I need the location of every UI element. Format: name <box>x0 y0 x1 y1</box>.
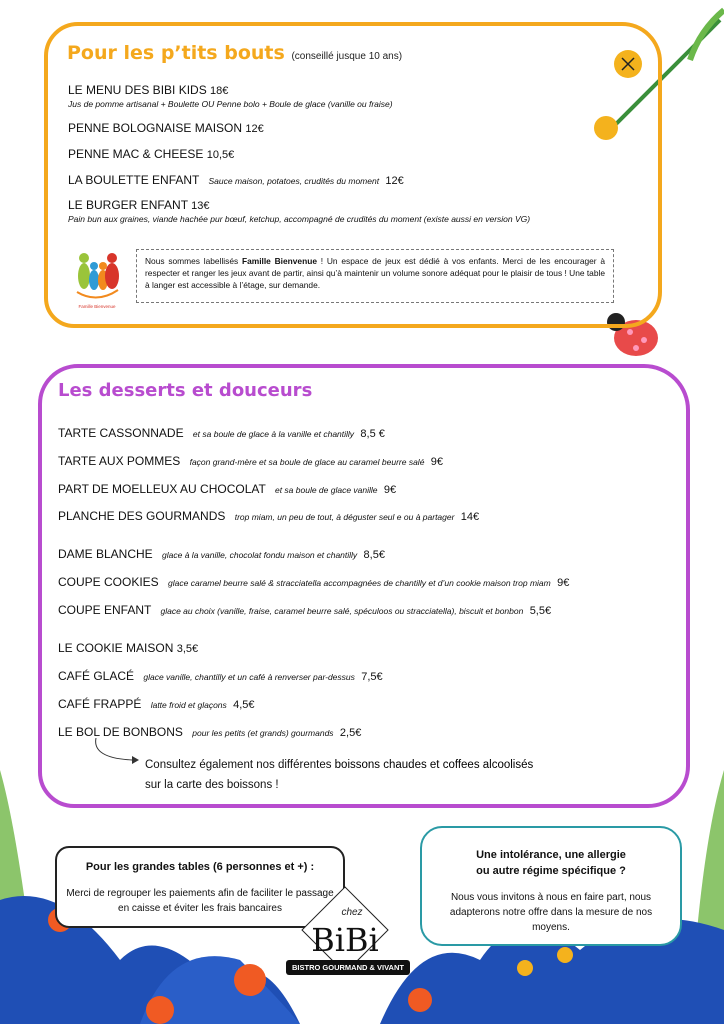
menu-item-description: et sa boule de glace à la vanille et chantilly <box>192 429 355 439</box>
menu-item <box>58 575 569 589</box>
arrow-icon <box>92 738 142 768</box>
svg-text:BiBi: BiBi <box>311 921 379 959</box>
kids-section-title <box>67 42 402 64</box>
menu-item-name: LA BOULETTE ENFANT <box>68 173 200 187</box>
menu-item <box>58 454 443 468</box>
brand-tagline: BISTRO GOURMAND & VIVANT <box>286 960 410 975</box>
menu-item-description: latte froid et glaçons <box>150 700 227 710</box>
menu-item-details: Jus de pomme artisanal + Boulette OU Penne bolo + Boule de glace (vanille ou fraise) <box>68 99 393 109</box>
menu-item-price: 18€ <box>210 85 229 97</box>
menu-item <box>68 173 404 187</box>
menu-item-description: pour les petits (et grands) gourmands <box>192 728 334 738</box>
menu-item-description: glace à la vanille, chocolat fondu maison et chantilly <box>162 550 358 560</box>
menu-item <box>58 426 385 440</box>
menu-item-name: COUPE COOKIES <box>58 575 159 589</box>
menu-item-name: DAME BLANCHE <box>58 547 153 561</box>
svg-text:chez: chez <box>341 907 363 918</box>
menu-item <box>68 121 264 135</box>
menu-item <box>58 697 255 711</box>
menu-item-price: 8,5 € <box>360 428 385 440</box>
menu-item-price: 2,5€ <box>339 727 362 739</box>
menu-item-name: PENNE BOLOGNAISE MAISON <box>68 121 243 135</box>
large-tables-text: Merci de regrouper les paiements afin de faciliter le passage en caisse et éviter les frais bancaires <box>66 887 334 914</box>
menu-item <box>58 509 479 523</box>
menu-item-name: CAFÉ FRAPPÉ <box>58 697 142 711</box>
menu-item-price: 5,5€ <box>529 605 552 617</box>
menu-item-description: glace au choix (vanille, fraise, caramel beurre salé, spéculoos ou stracciatella), biscuit et bonbon <box>160 606 524 616</box>
famille-bienvenue-logo <box>72 248 122 310</box>
kids-subtitle: (conseillé jusque 10 ans) <box>291 51 403 62</box>
menu-item <box>58 725 361 739</box>
menu-item-price: 7,5€ <box>361 671 383 683</box>
menu-item-description: glace vanille, chantilly et un café à renverser par-dessus <box>143 672 355 682</box>
menu-item-name: PLANCHE DES GOURMANDS <box>58 509 226 523</box>
menu-item-description: Sauce maison, potatoes, crudités du moment <box>208 176 380 186</box>
menu-item-price: 9€ <box>430 456 444 468</box>
allergy-title: Une intolérance, une allergie ou autre régime spécifique ? <box>476 849 626 877</box>
menu-item <box>58 547 385 561</box>
menu-item-name: LE COOKIE MAISON <box>58 641 174 655</box>
menu-item-name: LE BOL DE BONBONS <box>58 725 183 739</box>
allergy-card <box>420 826 682 946</box>
menu-item-price: 12€ <box>245 123 264 135</box>
large-tables-title: Pour les grandes tables (6 personnes et +) : <box>85 861 315 873</box>
menu-item-price: 14€ <box>460 511 480 523</box>
menu-item-name: TARTE CASSONNADE <box>58 426 184 440</box>
menu-item-name: PENNE MAC & CHEESE <box>68 147 204 161</box>
menu-item-name: LE BURGER ENFANT <box>68 198 188 212</box>
menu-item-description: et sa boule de glace vanille <box>274 485 378 495</box>
menu-item-price: 9€ <box>557 577 570 589</box>
allergy-text: Nous vous invitons à nous en faire part, nous adapterons notre offre dans la mesure de nos moyens. <box>449 891 653 933</box>
menu-item-name: CAFÉ GLACÉ <box>58 669 135 683</box>
menu-item-price: 13€ <box>191 200 210 212</box>
famille-bienvenue-notice: Nous sommes labellisés Famille Bienvenue ! Un espace de jeux est dédié à vos enfants. Merci de les encourager à respecter et ranger les jeux avant de partir, ainsi qu’à maintenir un volume sonore adéquat pour le plaisir de tous ! Une table à langer est accessible à l’étage, sur demande. <box>136 249 614 303</box>
desserts-section-title: Les desserts et douceurs <box>58 380 313 401</box>
menu-item-name: LE MENU DES BIBI KIDS <box>68 83 207 97</box>
menu-item-details: Pain bun aux graines, viande hachée pur bœuf, ketchup, accompagné de crudités du moment (existe aussi en version VG) <box>68 214 531 224</box>
menu-item <box>68 147 234 161</box>
menu-item-price: 3,5€ <box>176 643 199 655</box>
menu-item <box>68 198 210 212</box>
menu-item <box>68 83 228 97</box>
menu-item-name: COUPE ENFANT <box>58 603 152 617</box>
menu-item-price: 10,5€ <box>206 149 235 161</box>
menu-item-name: PART DE MOELLEUX AU CHOCOLAT <box>58 482 266 496</box>
kids-title-text: Pour les p’tits bouts <box>67 42 285 64</box>
menu-item-price: 12€ <box>385 175 404 187</box>
menu-item-description: façon grand-mère et sa boule de glace au caramel beurre salé <box>189 457 425 467</box>
drinks-reference-note: Consultez également nos différentes boissons chaudes et coffees alcoolisés sur la carte des boissons ! <box>145 759 534 791</box>
menu-item-description: glace caramel beurre salé & stracciatella accompagnées de chantilly et d’un cookie maison trop miam <box>168 578 551 588</box>
menu-item-price: 9€ <box>383 484 397 496</box>
menu-item <box>58 641 198 655</box>
svg-text:Famille Bienvenue: Famille Bienvenue <box>78 304 116 309</box>
menu-item-price: 8,5€ <box>363 549 385 561</box>
menu-item <box>58 603 551 617</box>
menu-item-name: TARTE AUX POMMES <box>58 454 181 468</box>
menu-item-description: trop miam, un peu de tout, à déguster seul e ou à partager <box>234 512 455 522</box>
menu-item-price: 4,5€ <box>233 699 255 711</box>
menu-item <box>58 482 396 496</box>
menu-item <box>58 669 383 683</box>
